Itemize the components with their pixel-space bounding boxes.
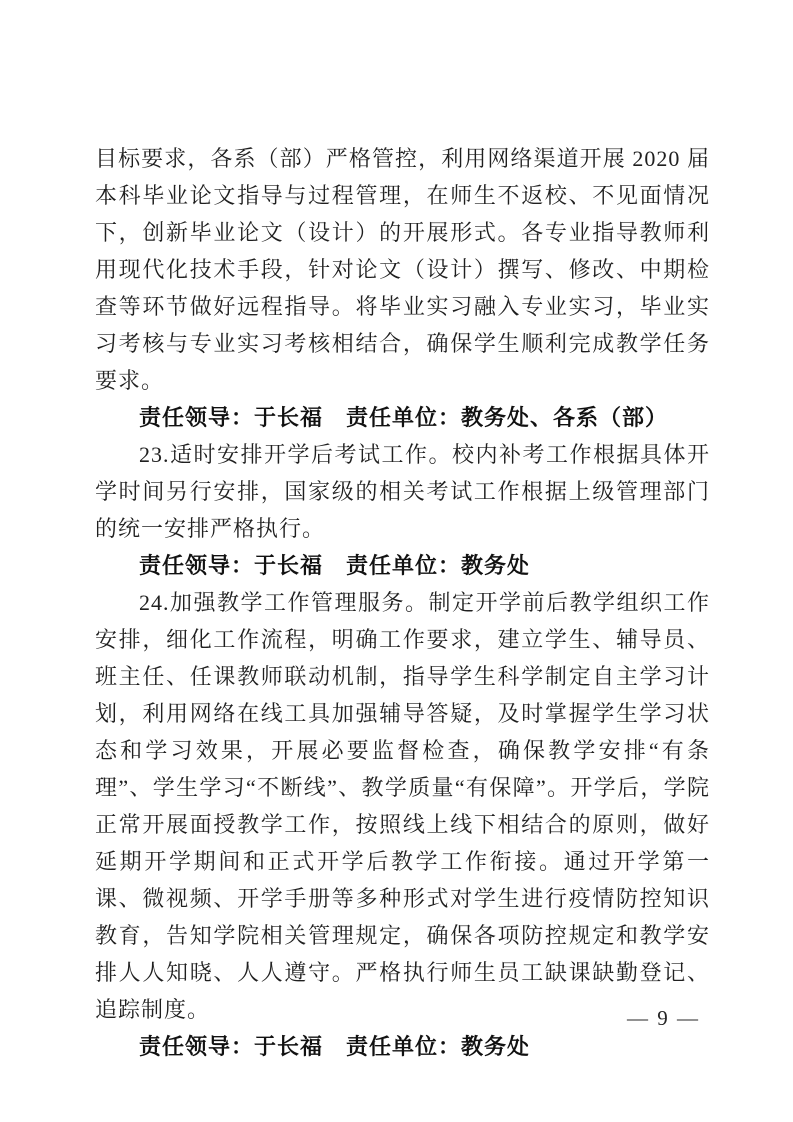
- responsibility-line: 责任领导：于长福 责任单位：教务处: [139, 1034, 531, 1059]
- document-body: [95, 140, 710, 1065]
- paragraph-item-23: 23.适时安排开学后考试工作。校内补考工作根据具体开学时间另行安排，国家级的相关考试工作根据上级管理部门的统一安排严格执行。: [95, 442, 710, 541]
- paragraph-continuation: 目标要求，各系（部）严格管控，利用网络渠道开展 2020 届本科毕业论文指导与过程管理，在师生不返校、不见面情况下，创新毕业论文（设计）的开展形式。各专业指导教师利用现代化技术手段，针对论文（设计）撰写、修改、中期检查等环节做好远程指导。将毕业实习融入专业实习，毕业实习考核与专业实习考核相结合，确保学生顺利完成教学任务要求。: [95, 146, 710, 393]
- page-number: — 9 —: [627, 1006, 700, 1030]
- paragraph-item-24: 24.加强教学工作管理服务。制定开学前后教学组织工作安排，细化工作流程，明确工作要求，建立学生、辅导员、班主任、任课教师联动机制，指导学生科学制定自主学习计划，利用网络在线工具加强辅导答疑，及时掌握学生学习状态和学习效果，开展必要监督检查，确保教学安排“有条理”、学生学习“不断线”、教学质量“有保障”。开学后，学院正常开展面授教学工作，按照线上线下相结合的原则，做好延期开学期间和正式开学后教学工作衔接。通过开学第一课、微视频、开学手册等多种形式对学生进行疫情防控知识教育，告知学院相关管理规定，确保各项防控规定和教学安排人人知晓、人人遵守。严格执行师生员工缺课缺勤登记、追踪制度。: [95, 590, 710, 1022]
- responsibility-line: 责任领导：于长福 责任单位：教务处、各系（部）: [139, 405, 669, 430]
- responsibility-line: 责任领导：于长福 责任单位：教务处: [139, 553, 531, 578]
